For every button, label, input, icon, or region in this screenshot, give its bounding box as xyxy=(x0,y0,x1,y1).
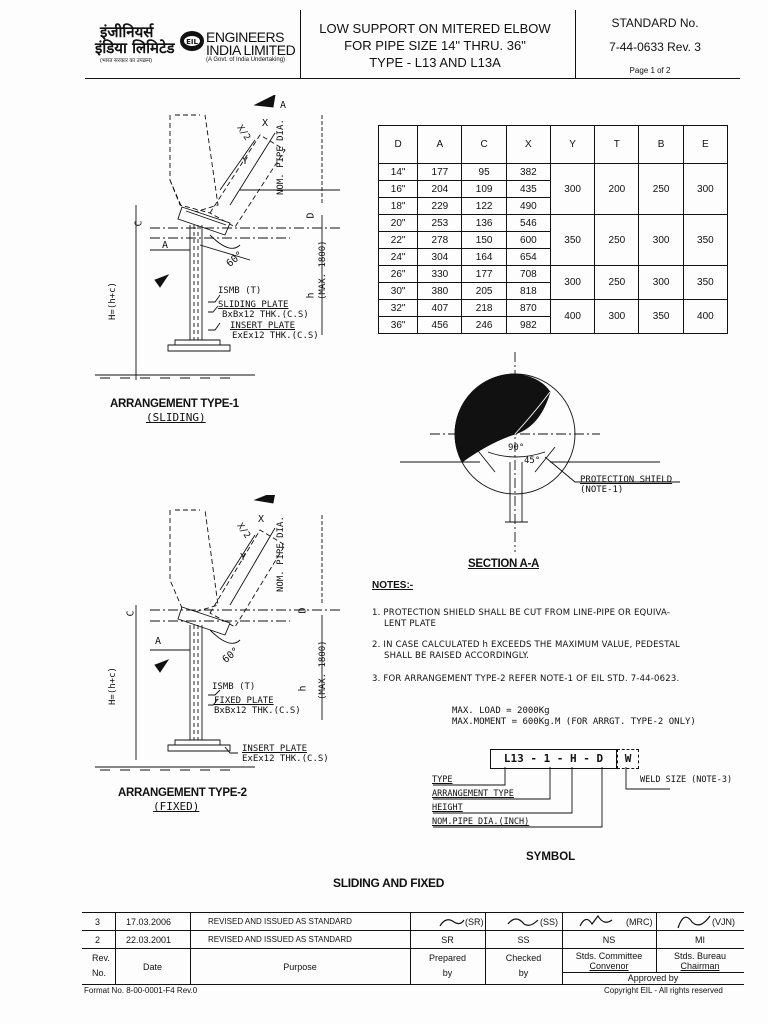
cell-t: 200 xyxy=(595,164,639,215)
cell-c: 164 xyxy=(462,249,506,266)
svg-text:EIL: EIL xyxy=(186,38,198,46)
cell-d: 14" xyxy=(379,164,418,181)
rev-3-convenor: (MRC) xyxy=(626,917,653,927)
rev-2-chairman: MI xyxy=(695,935,705,945)
dim-a-label-1: A xyxy=(162,240,169,251)
cell-a: 278 xyxy=(418,232,462,249)
company-name-en-2: INDIA LIMITED xyxy=(206,42,296,58)
angle-60-label-2: 60° xyxy=(220,645,242,666)
cell-c: 122 xyxy=(462,198,506,215)
rev-2-purpose: REVISED AND ISSUED AS STANDARD xyxy=(208,935,352,944)
rev-3-chairman: (VJN) xyxy=(712,917,735,927)
rev-header-by-1: by xyxy=(442,968,453,978)
dimension-table xyxy=(378,125,728,334)
header-divider-left xyxy=(300,10,301,78)
max-1800-label-2: (MAX. 1800) xyxy=(318,640,328,700)
rev-header-date: Date xyxy=(142,962,162,972)
dim-c-label-1: C xyxy=(133,220,145,227)
rev-3-checked: (SS) xyxy=(540,917,558,927)
col-header-c: C xyxy=(462,126,506,164)
note-2-line-1: 2. IN CASE CALCULATED h EXCEEDS THE MAXIMUM VALUE, PEDESTAL xyxy=(372,640,680,650)
header-bottom-rule xyxy=(85,78,740,79)
cell-d: 18" xyxy=(379,198,418,215)
section-a-a-caption: SECTION A-A xyxy=(468,558,540,570)
cell-e: 350 xyxy=(683,266,727,300)
rev-3-purpose: REVISED AND ISSUED AS STANDARD xyxy=(208,917,352,926)
protection-shield-note: (NOTE-1) xyxy=(580,485,624,495)
cell-x: 490 xyxy=(506,198,550,215)
cell-c: 136 xyxy=(462,215,506,232)
rev-header-bureau: Stds. Bureau xyxy=(673,951,727,961)
cell-d: 22" xyxy=(379,232,418,249)
col-header-t: T xyxy=(595,126,639,164)
cell-d: 32" xyxy=(379,300,418,317)
cell-b: 250 xyxy=(639,164,683,215)
format-number: Format No. 8-00-0001-F4 Rev.0 xyxy=(84,986,198,995)
cell-a: 407 xyxy=(418,300,462,317)
rev-3-date: 17.03.2006 xyxy=(126,917,172,927)
company-sub-hindi: (भारत सरकार का उपक्रम) xyxy=(100,58,153,64)
dim-x2-label-2: X/2 xyxy=(234,521,252,541)
rev-header-by-2: by xyxy=(518,968,529,978)
rev-2-date: 22.03.2001 xyxy=(126,935,172,945)
cell-e: 300 xyxy=(683,164,727,215)
cell-a: 380 xyxy=(418,283,462,300)
insert-plate-label-1: INSERT PLATE xyxy=(230,321,296,331)
rev-col-div xyxy=(190,912,191,984)
company-name-hindi-2: इंडिया लिमिटेड xyxy=(95,39,175,57)
col-header-d: D xyxy=(379,126,418,164)
cell-c: 205 xyxy=(462,283,506,300)
symbol-arrangement-label: ARRANGEMENT TYPE xyxy=(432,789,514,799)
rev-header-purpose: Purpose xyxy=(283,962,317,972)
col-header-a: A xyxy=(418,126,462,164)
cell-c: 95 xyxy=(462,164,506,181)
rev-header-chairman: Chairman xyxy=(680,961,720,971)
rev-2-checked: SS xyxy=(517,935,530,945)
rev-2-no: 2 xyxy=(95,935,101,945)
cell-d: 26" xyxy=(379,266,418,283)
cell-y: 350 xyxy=(550,215,594,266)
arrangement-2-subcaption: (FIXED) xyxy=(153,800,200,813)
cell-b: 350 xyxy=(639,300,683,334)
cell-c: 109 xyxy=(462,181,506,198)
insert-plate-thk-label-1: ExEx12 THK.(C.S) xyxy=(232,331,319,341)
cell-a: 204 xyxy=(418,181,462,198)
dim-a-label-2: A xyxy=(155,636,162,647)
rev-3-prepared: (SR) xyxy=(465,917,484,927)
insert-plate-thk-label-2: ExEx12 THK.(C.S) xyxy=(242,754,329,764)
rev-header-committee: Stds. Committee xyxy=(575,951,643,961)
notes-title: NOTES:- xyxy=(372,580,414,591)
cell-x: 600 xyxy=(506,232,550,249)
cell-e: 400 xyxy=(683,300,727,334)
nom-pipe-dia-label-1: NOM. PIPE DIA. xyxy=(276,119,286,195)
col-header-b: B xyxy=(639,126,683,164)
insert-plate-label-2: INSERT PLATE xyxy=(242,744,308,754)
note-1 xyxy=(372,608,670,630)
dim-x2-label-1: X/2 xyxy=(234,123,252,143)
cell-a: 253 xyxy=(418,215,462,232)
rev-header-convenor: Convenor xyxy=(589,961,629,971)
note-1-line-2: LENT PLATE xyxy=(384,619,437,629)
dim-h-label-2: h xyxy=(297,685,309,692)
dim-d-label-1: D xyxy=(305,212,317,219)
sliding-plate-thk-label: BxBx12 THK.(C.S) xyxy=(222,310,309,320)
col-header-x: X xyxy=(506,126,550,164)
cell-a: 456 xyxy=(418,317,462,334)
rev-header-rev: Rev. xyxy=(92,953,110,963)
weld-size-label: WELD SIZE (NOTE-3) xyxy=(640,775,733,785)
cell-d: 30" xyxy=(379,283,418,300)
table-header-row xyxy=(379,126,728,164)
header-divider-right xyxy=(575,10,576,78)
cell-t: 250 xyxy=(595,215,639,266)
rev-header-prepared: Prepared xyxy=(428,953,467,963)
rev-2-prepared: SR xyxy=(441,935,454,945)
cell-y: 400 xyxy=(550,300,594,334)
cell-a: 330 xyxy=(418,266,462,283)
note-3: 3. FOR ARRANGEMENT TYPE-2 REFER NOTE-1 OF EIL STD. 7-44-0623. xyxy=(372,674,680,684)
standard-label: STANDARD No. xyxy=(611,16,699,30)
rev-3-no: 3 xyxy=(95,917,101,927)
cell-c: 177 xyxy=(462,266,506,283)
rev-header-checked: Checked xyxy=(505,953,542,963)
fixed-plate-label: FIXED PLATE xyxy=(214,696,274,706)
dim-d-label-2: D xyxy=(297,607,309,614)
eil-logo-icon xyxy=(179,30,205,52)
note-1-line-1: 1. PROTECTION SHIELD SHALL BE CUT FROM LINE-PIPE OR EQUIVA- xyxy=(372,608,671,618)
fixed-plate-thk-label: BxBx12 THK.(C.S) xyxy=(214,706,301,716)
cell-a: 177 xyxy=(418,164,462,181)
angle-60-label-1: 60° xyxy=(224,249,246,270)
note-2 xyxy=(372,640,680,662)
cell-d: 16" xyxy=(379,181,418,198)
cell-c: 150 xyxy=(462,232,506,249)
table-row xyxy=(379,266,728,283)
cell-x: 435 xyxy=(506,181,550,198)
rev-2-convenor: NS xyxy=(602,935,616,945)
dim-c-label-2: C xyxy=(125,610,137,617)
protection-shield-label: PROTECTION SHIELD xyxy=(580,475,673,485)
cell-d: 36" xyxy=(379,317,418,334)
max-load-text: MAX. LOAD = 2000Kg xyxy=(452,706,550,716)
cell-y: 300 xyxy=(550,164,594,215)
nom-pipe-dia-label-2: NOM. PIPE DIA. xyxy=(276,516,286,592)
rev-header-no: No. xyxy=(92,968,107,978)
section-a-a-drawing xyxy=(400,352,700,557)
title-line-3: TYPE - L13 AND L13A xyxy=(369,55,501,70)
cell-a: 229 xyxy=(418,198,462,215)
document-title xyxy=(300,20,570,71)
table-row xyxy=(379,215,728,232)
ismb-label-1: ISMB (T) xyxy=(218,286,262,296)
note-2-line-2: SHALL BE RAISED ACCORDINGLY. xyxy=(384,651,530,661)
section-mark-a-1: A xyxy=(280,100,287,111)
signatures-icon xyxy=(420,912,740,932)
cell-c: 218 xyxy=(462,300,506,317)
h-plus-c-label-2: H=(h+c) xyxy=(108,667,118,705)
rev-col-div xyxy=(115,912,116,984)
rev-header-approved: Approved by xyxy=(627,973,679,983)
max-1800-label-1: (MAX. 1800) xyxy=(318,240,328,300)
symbol-height-label: HEIGHT xyxy=(432,803,463,813)
title-line-1: LOW SUPPORT ON MITERED ELBOW xyxy=(319,21,551,36)
cell-d: 24" xyxy=(379,249,418,266)
h-plus-c-label-1: H=(h+c) xyxy=(108,282,118,320)
copyright: Copyright EIL - All rights reserved xyxy=(604,986,723,995)
cell-d: 20" xyxy=(379,215,418,232)
cell-x: 818 xyxy=(506,283,550,300)
cell-x: 546 xyxy=(506,215,550,232)
symbol-caption: SYMBOL xyxy=(526,851,576,863)
sliding-plate-label: SLIDING PLATE xyxy=(218,300,289,310)
dim-x-label-2: X xyxy=(258,514,265,525)
ismb-label-2: ISMB (T) xyxy=(212,682,256,692)
company-name-hindi-1: इंजीनियर्स xyxy=(100,23,154,41)
angle-45-label: 45° xyxy=(524,456,541,466)
cell-a: 304 xyxy=(418,249,462,266)
cell-e: 350 xyxy=(683,215,727,266)
cell-x: 382 xyxy=(506,164,550,181)
max-moment-text: MAX.MOMENT = 600Kg.M (FOR ARRGT. TYPE-2 ONLY) xyxy=(452,717,696,727)
cell-y: 300 xyxy=(550,266,594,300)
arrangement-1-caption: ARRANGEMENT TYPE-1 xyxy=(110,398,239,410)
table-row xyxy=(379,164,728,181)
cell-x: 870 xyxy=(506,300,550,317)
rev-table-bottom xyxy=(82,984,744,985)
page-number: Page 1 of 2 xyxy=(629,66,671,75)
cell-x: 982 xyxy=(506,317,550,334)
standard-number: 7-44-0633 Rev. 3 xyxy=(609,40,701,54)
symbol-nom-dia-label: NOM.PIPE DIA.(INCH) xyxy=(432,817,530,827)
arrangement-2-caption: ARRANGEMENT TYPE-2 xyxy=(118,787,247,799)
dim-y-label-1: Y xyxy=(242,156,249,167)
col-header-e: E xyxy=(683,126,727,164)
dim-h-label-1: h xyxy=(305,292,317,299)
company-name-en-1: ENGINEERS xyxy=(206,29,284,45)
table-row xyxy=(379,300,728,317)
symbol-code-box: L13 - 1 - H - D xyxy=(490,749,617,769)
arrangement-1-subcaption: (SLIDING) xyxy=(146,411,206,424)
symbol-w-box: W xyxy=(617,749,639,769)
footer-title: SLIDING AND FIXED xyxy=(333,876,445,890)
col-header-y: Y xyxy=(550,126,594,164)
rev-table-line-2 xyxy=(82,948,744,949)
company-sub-en: (A Govt. of India Undertaking) xyxy=(206,57,286,63)
cell-b: 300 xyxy=(639,215,683,266)
symbol-type-label: TYPE xyxy=(432,775,453,785)
cell-c: 246 xyxy=(462,317,506,334)
cell-t: 250 xyxy=(595,266,639,300)
cell-b: 300 xyxy=(639,266,683,300)
cell-x: 654 xyxy=(506,249,550,266)
dim-x-label-1: X xyxy=(262,118,269,129)
angle-90-label: 90° xyxy=(508,443,525,453)
dim-y-label-2: Y xyxy=(240,552,247,563)
title-line-2: FOR PIPE SIZE 14" THRU. 36" xyxy=(344,38,526,53)
cell-x: 708 xyxy=(506,266,550,283)
cell-t: 300 xyxy=(595,300,639,334)
